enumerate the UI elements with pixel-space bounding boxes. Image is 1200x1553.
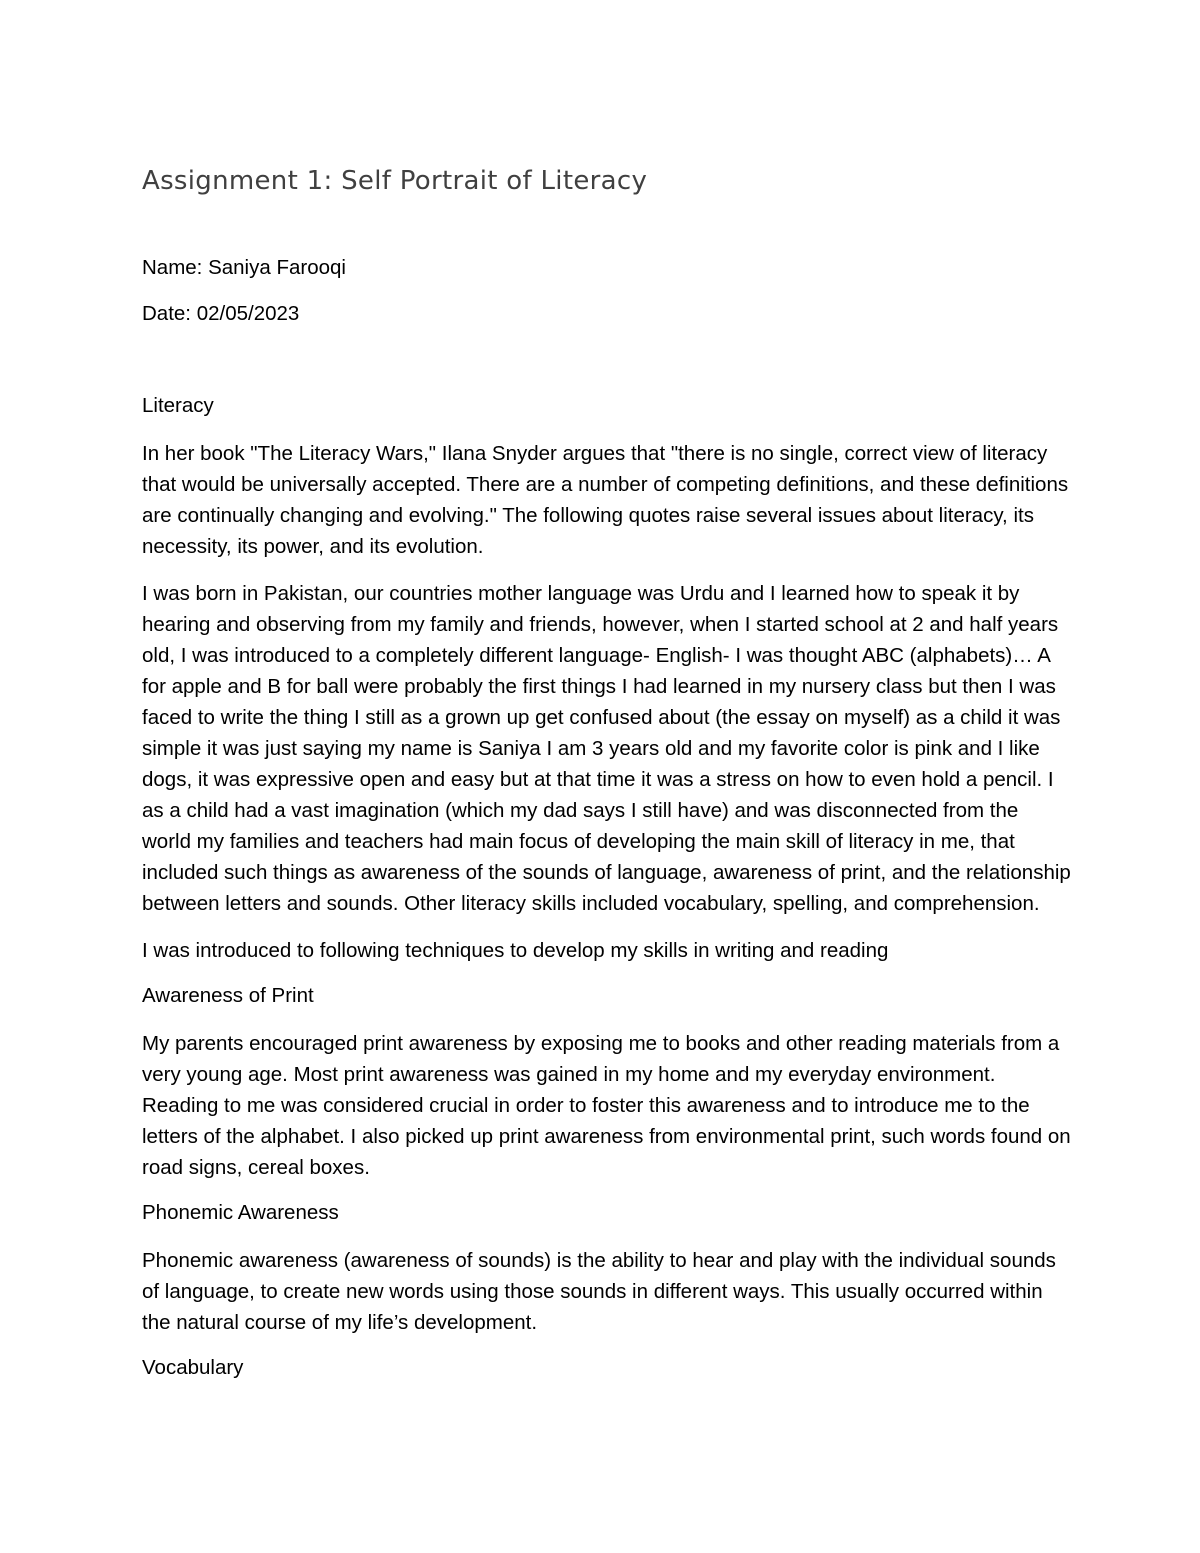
body-paragraph: In her book "The Literacy Wars," Ilana Snyder argues that "there is no single, correct view of literacy that would be universally accepted. There are a number of competing definitions, and these definitions are continually changing and evolving." The following quotes raise several issues about literacy, its necessity, its power, and its evolution.: [142, 442, 1069, 558]
section-heading: Vocabulary: [142, 1356, 244, 1379]
body-paragraph: I was born in Pakistan, our countries mother language was Urdu and I learned how to speak it by hearing and observing from my family and friends, however, when I started school at 2 and half years old, I was introduced to a completely different language- English- I was thought ABC (alphabets)… A for apple and B for ball were probably the first things I had learned in my nursery class but then I was faced to write the thing I still as a grown up get confused about (the essay on myself) as a child it was simple it was just saying my name is Saniya I am 3 years old and my favorite color is pink and I like dogs, it was expressive open and easy but at that time it was a stress on how to even hold a pencil. I as a child had a vast imagination (which my dad says I still have) and was disconnected from the world my families and teachers had main focus of developing the main skill of literacy in me, that included such things as awareness of the sounds of language, awareness of print, and the relationship between letters and sounds. Other literacy skills included vocabulary, spelling, and comprehension.: [142, 582, 1071, 915]
body-paragraph: My parents encouraged print awareness by exposing me to books and other reading materials from a very young age. Most print awareness was gained in my home and my everyday environment. Reading to me was considered crucial in order to foster this awareness and to introduce me to the letters of the alphabet. I also picked up print awareness from environmental print, such words found on road signs, cereal boxes.: [142, 1032, 1071, 1179]
section-heading: Phonemic Awareness: [142, 1201, 339, 1224]
section-vocabulary: [142, 1354, 1072, 1382]
section-heading: Awareness of Print: [142, 984, 314, 1007]
section-phonemic-awareness: [142, 1199, 1072, 1338]
date-line: Date: 02/05/2023: [142, 302, 300, 325]
author-name-line: Name: Saniya Farooqi: [142, 256, 346, 279]
document-page: [142, 160, 1072, 1400]
body-paragraph: Phonemic awareness (awareness of sounds) is the ability to hear and play with the individual sounds of language, to create new words using those sounds in different ways. This usually occurred within the natural course of my life’s development.: [142, 1249, 1056, 1334]
section-heading: Literacy: [142, 394, 214, 417]
section-awareness-of-print: [142, 982, 1072, 1183]
section-literacy: [142, 392, 1072, 966]
body-paragraph: I was introduced to following techniques to develop my skills in writing and reading: [142, 939, 889, 962]
document-title: Assignment 1: Self Portrait of Literacy: [142, 166, 648, 196]
